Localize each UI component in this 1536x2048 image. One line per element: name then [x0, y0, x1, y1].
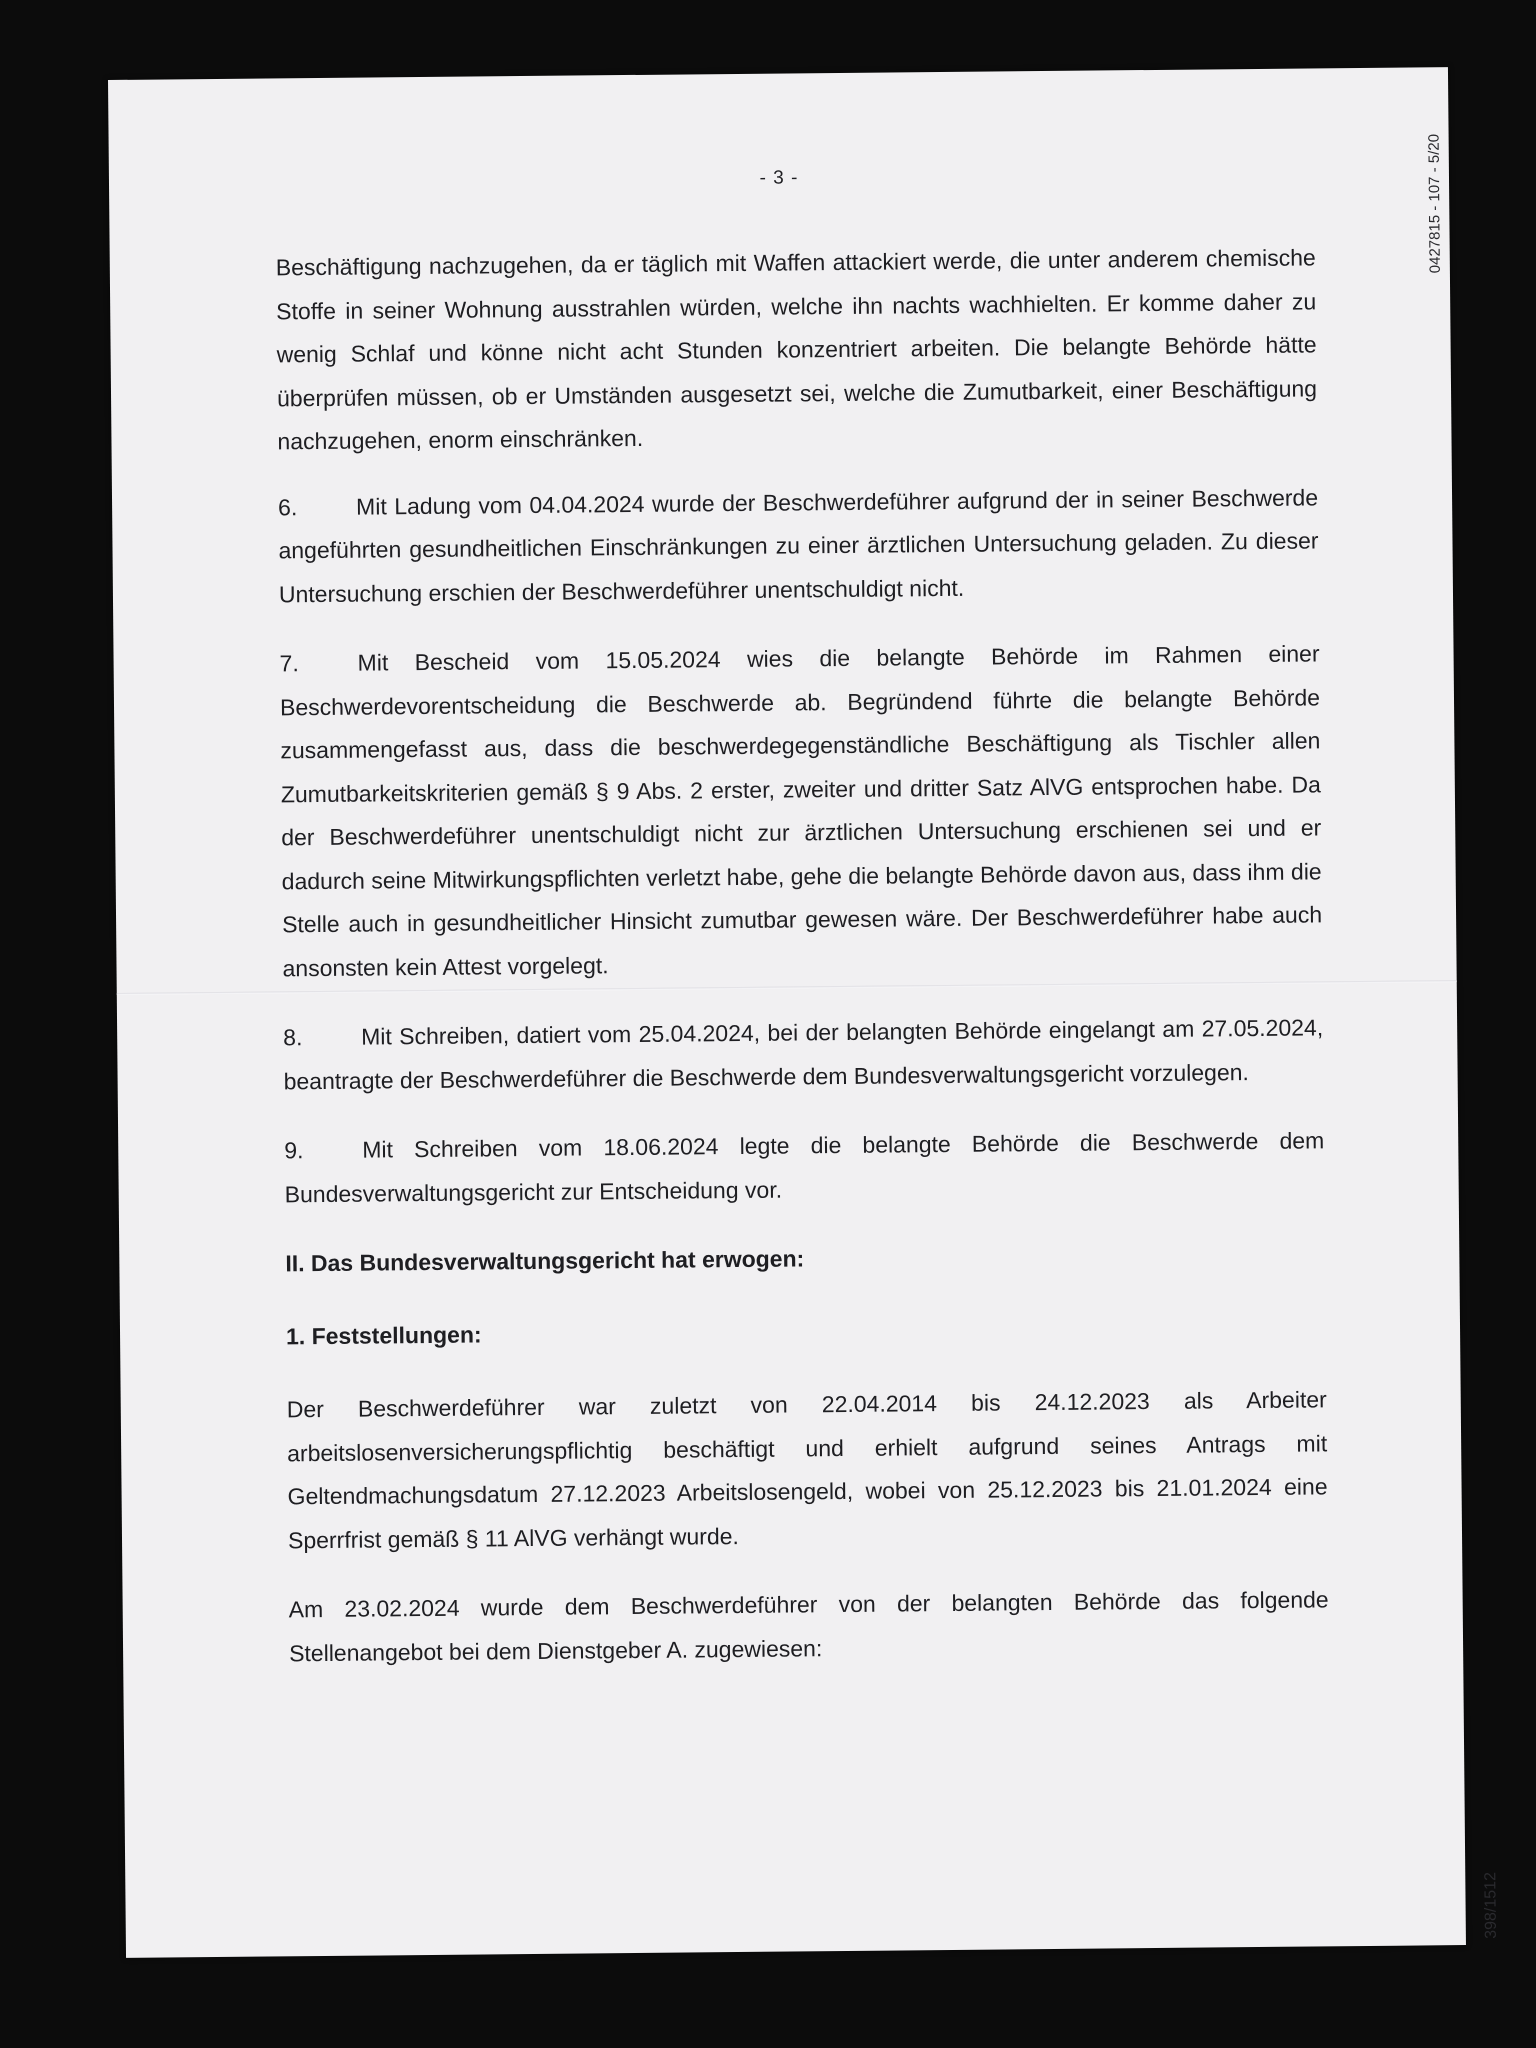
- document-page: [108, 67, 1500, 1958]
- paragraph-text: Mit Ladung vom 04.04.2024 wurde der Beschwerdeführer aufgrund der in seiner Beschwerde angeführten gesundheitlichen Einschränkungen zu einer ärztlichen Untersuchung geladen. Zu dieser Untersuchung erschien der Beschwerdeführer unentschuldigt nicht.: [278, 483, 1319, 607]
- paragraph-number: 6.: [277, 493, 298, 520]
- paragraph-9: [284, 1119, 1325, 1216]
- document-body: [276, 236, 1330, 1701]
- paragraph-number: 7.: [279, 650, 299, 677]
- page-number: - 3 -: [759, 167, 799, 189]
- section-heading: II. Das Bundesverwaltungsgericht hat erwogen:: [285, 1245, 805, 1277]
- findings-paragraph-1: Der Beschwerdeführer war zuletzt von 22.04.2014 bis 24.12.2023 als Arbeiter arbeitslosenversicherungspflichtig beschäftigt und erhielt aufgrund seines Antrags mit Geltendmachungsdatum 27.12.2023 Arbeitslosengeld, wobei von 25.12.2023 bis 21.01.2024 eine Sperrfrist gemäß § 11 AlVG verhängt wurde.: [286, 1386, 1328, 1553]
- paragraph-continued: Beschäftigung nachzugehen, da er täglich mit Waffen attackiert werde, die unter anderem chemische Stoffe in seiner Wohnung ausstrahlen würden, welche ihn nachts wachhielten. Er komme daher zu wenig Schlaf und könne nicht acht Stunden konzentriert arbeiten. Die belangte Behörde hätte überprüfen müssen, ob er Umständen ausgesetzt sei, welche die Zumutbarkeit, einer Beschäftigung nachzugehen, enorm einschränken.: [275, 244, 1318, 455]
- paragraph-7: [279, 632, 1322, 990]
- subsection-heading: 1. Feststellungen:: [285, 1321, 482, 1350]
- paragraph-8: [283, 1006, 1324, 1103]
- paragraph-text: Mit Schreiben, datiert vom 25.04.2024, bei der belangten Behörde eingelangt am 27.05.2024, beantragte der Beschwerdeführer die Beschwerde dem Bundesverwaltungsgericht vorzulegen.: [283, 1014, 1324, 1094]
- paragraph-6: [278, 476, 1319, 616]
- side-reference-code: 0427815 - 107 - 5/20: [1425, 133, 1444, 274]
- side-page-code: 398/1512: [1482, 1871, 1500, 1939]
- paragraph-number: 9.: [284, 1137, 304, 1164]
- paragraph-number: 8.: [283, 1024, 303, 1051]
- findings-paragraph-2: Am 23.02.2024 wurde dem Beschwerdeführer von der belangten Behörde das folgende Stellenangebot bei dem Dienstgeber A. zugewiesen:: [288, 1586, 1329, 1666]
- paragraph-text: Mit Bescheid vom 15.05.2024 wies die belangte Behörde im Rahmen einer Beschwerdevorentscheidung die Beschwerde ab. Begründend führte die belangte Behörde zusammengefasst aus, dass die beschwerdegegenständliche Beschäftigung als Tischler allen Zumutbarkeitskriterien gemäß § 9 Abs. 2 erster, zweiter und dritter Satz AlVG entsprochen habe. Da der Beschwerdeführer unentschuldigt nicht zur ärztlichen Untersuchung erschienen sei und er dadurch seine Mitwirkungspflichten verletzt habe, gehe die belangte Behörde davon aus, dass ihm die Stelle auch in gesundheitlicher Hinsicht zumutbar gewesen wäre. Der Beschwerdeführer habe auch ansonsten kein Attest vorgelegt.: [279, 640, 1323, 981]
- paragraph-text: Mit Schreiben vom 18.06.2024 legte die belangte Behörde die Beschwerde dem Bundesverwaltungsgericht zur Entscheidung vor.: [284, 1127, 1325, 1207]
